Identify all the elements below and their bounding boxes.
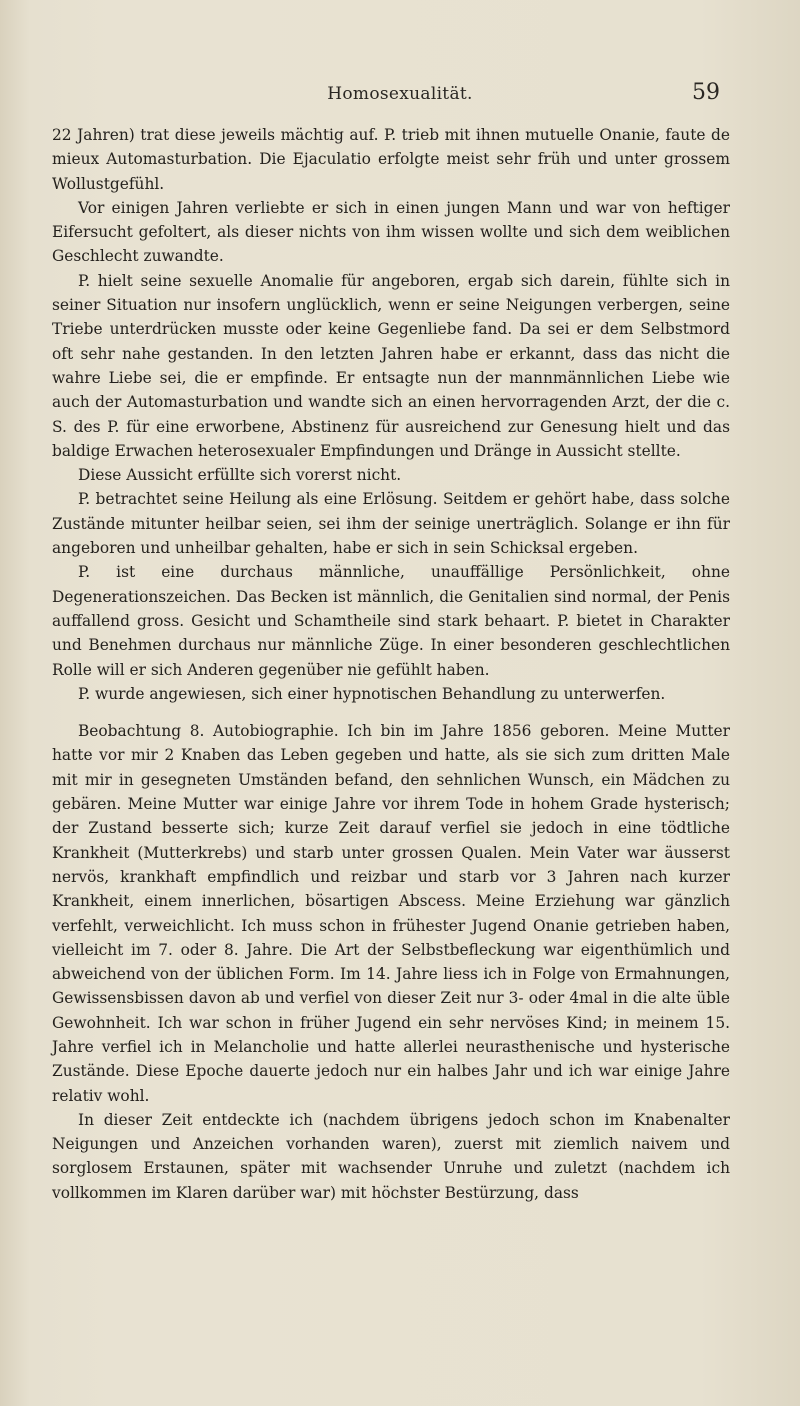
paragraph: In dieser Zeit entdeckte ich (nachdem übrigens jedoch schon im Knabenalter Neigungen und Anzeichen vorhanden waren), zuerst mit ziemlich naivem und sorglosem Erstaunen, später mit wachsender Unruhe und zuletzt (nachdem ich vollkommen im Klaren darüber war) mit höchster Bestürzung, dass <box>52 1110 730 1202</box>
paragraph: 22 Jahren) trat diese jeweils mächtig auf. P. trieb mit ihnen mutuelle Onanie, faute de mieux Automasturbation. Die Ejaculatio erfolgte meist sehr früh und unter grossem Wollustgefühl. <box>52 126 730 193</box>
paragraph: P. betrachtet seine Heilung als eine Erlösung. Seitdem er gehört habe, dass solche Zustände mitunter heilbar seien, sei ihm der seinige unerträglich. Solange er ihn für angeboren und unheilbar gehalten, habe er sich in sein Schicksal ergeben. <box>52 490 730 558</box>
paragraph-observation-8: Beobachtung 8. Autobiographie. Ich bin im Jahre 1856 geboren. Meine Mutter hatte vor mir 2 Knaben das Leben gegeben und hatte, als sie sich zum dritten Male mit mir in gesegneten Umständen befand, den sehnlichen Wunsch, ein Mädchen zu gebären. Meine Mutter war einige Jahre vor ihrem Tode in hohem Grade hysterisch; der Zustand besserte sich; kurze Zeit darauf verfiel sie jedoch in eine tödtliche Krankheit (Mutterkrebs) und starb unter grossen Qualen. Mein Vater war äusserst nervös, krankhaft empfindlich und reizbar und starb vor 3 Jahren nach kurzer Krankheit, einem innerlichen, bösartigen Abscess. Meine Erziehung war gänzlich verfehlt, verweichlicht. Ich muss schon in frühester Jugend Onanie getrieben haben, vielleicht im 7. oder 8. Jahre. Die Art der Selbstbefleckung war eigenthümlich und abweichend von der üblichen Form. Im 14. Jahre liess ich in Folge von Ermahnungen, Gewissensbissen davon ab und verfiel von dieser Zeit nur 3- oder 4mal in die alte üble Gewohnheit. Ich war schon in früher Jugend ein sehr nervöses Kind; in meinem 15. Jahre verfiel ich in Melancholie und hatte allerlei neurasthenische und hysterische Zustände. Diese Epoche dauerte jedoch nur ein halbes Jahr und ich war einige Jahre relativ wohl. <box>52 722 730 1105</box>
paragraph: P. wurde angewiesen, sich einer hypnotischen Behandlung zu unterwerfen. <box>78 684 666 703</box>
page-number: 59 <box>692 80 720 105</box>
body-text <box>52 123 730 1205</box>
paragraph: Vor einigen Jahren verliebte er sich in einen jungen Mann und war von heftiger Eifersucht gefoltert, als dieser nichts von ihm wissen wollte und sich dem weiblichen Geschlecht zuwandte. <box>52 198 730 266</box>
paragraph: Diese Aussicht erfüllte sich vorerst nicht. <box>78 466 402 485</box>
paragraph: P. hielt seine sexuelle Anomalie für angeboren, ergab sich darein, fühlte sich in seiner Situation nur insofern unglücklich, wenn er seine Neigungen verbergen, seine Triebe unterdrücken musste oder keine Gegenliebe fand. Da sei er dem Selbstmord oft sehr nahe gestanden. In den letzten Jahren habe er erkannt, dass das nicht die wahre Liebe sei, die er empfinde. Er entsagte nun der mannmännlichen Liebe wie auch der Automasturbation und wandte sich an einen hervorragenden Arzt, der die c. S. des P. für eine erworbene, Abstinenz für ausreichend zur Genesung hielt und das baldige Erwachen heterosexualer Empfindungen und Dränge in Aussicht stellte. <box>52 271 730 460</box>
paragraph: P. ist eine durchaus männliche, unauffällige Persönlichkeit, ohne Degenerationszeichen. Das Becken ist männlich, die Genitalien sind normal, der Penis auffallend gross. Gesicht und Schamtheile sind stark behaart. P. bietet in Charakter und Benehmen durchaus nur männliche Züge. In einer besonderen geschlechtlichen Rolle will er sich Anderen gegenüber nie gefühlt haben. <box>52 563 730 679</box>
page-header <box>0 80 800 112</box>
running-title: Homosexualität. <box>327 84 473 104</box>
